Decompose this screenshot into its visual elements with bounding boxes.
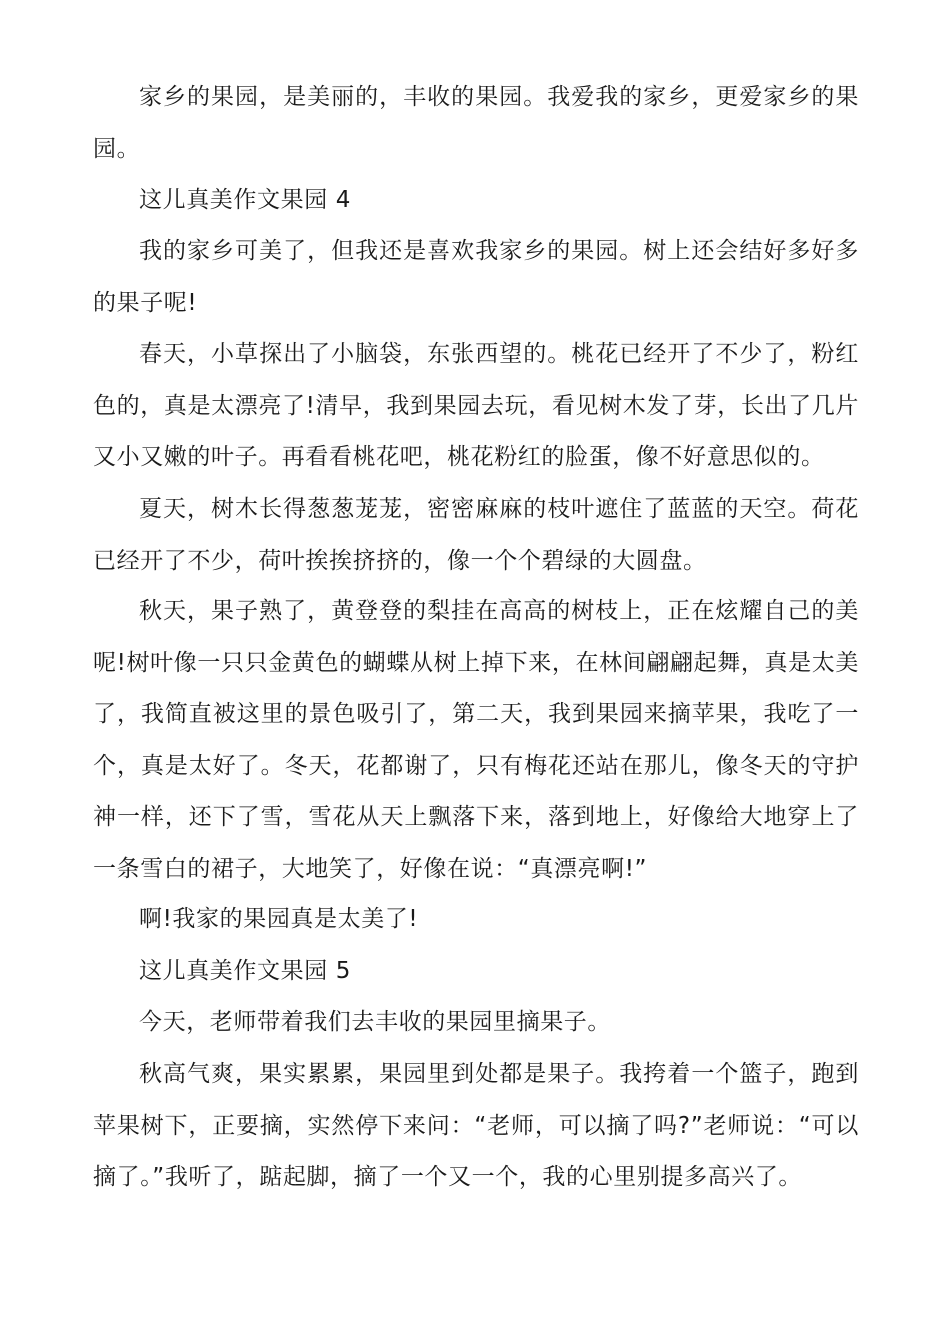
section-heading: 这儿真美作文果园 5 (139, 958, 351, 984)
paragraph: 春天，小草探出了小脑袋，东张西望的。桃花已经开了不少了，粉红色的，真是太漂亮了!清早，我到果园去玩，看见树木发了芽，长出了几片又小又嫩的叶子。再看看桃花吧，桃花粉红的脸蛋，像不好意思似的。 (93, 341, 859, 471)
paragraph: 秋天，果子熟了，黄登登的梨挂在高高的树枝上，正在炫耀自己的美呢!树叶像一只只金黄色的蝴蝶从树上掉下来，在林间翩翩起舞，真是太美了，我简直被这里的景色吸引了，第二天，我到果园来摘苹果，我吃了一个，真是太好了。冬天，花都谢了，只有梅花还站在那儿，像冬天的守护神一样，还下了雪，雪花从天上飘落下来，落到地上，好像给大地穿上了一条雪白的裙子，大地笑了，好像在说：“真漂亮啊!” (93, 598, 859, 882)
paragraph: 夏天，树木长得葱葱茏茏，密密麻麻的枝叶遮住了蓝蓝的天空。荷花已经开了不少，荷叶挨挨挤挤的，像一个个碧绿的大圆盘。 (93, 496, 859, 574)
paragraph: 今天，老师带着我们去丰收的果园里摘果子。 (139, 1009, 611, 1035)
paragraph: 秋高气爽，果实累累，果园里到处都是果子。我挎着一个篮子，跑到苹果树下，正要摘，实然停下来问：“老师，可以摘了吗?”老师说：“可以摘了。”我听了，踮起脚，摘了一个又一个，我的心里别提多高兴了。 (93, 1061, 859, 1191)
paragraph: 我的家乡可美了，但我还是喜欢我家乡的果园。树上还会结好多好多的果子呢! (93, 238, 859, 316)
paragraph: 家乡的果园，是美丽的，丰收的果园。我爱我的家乡，更爱家乡的果园。 (93, 84, 859, 162)
section-heading: 这儿真美作文果园 4 (139, 187, 351, 213)
paragraph: 啊!我家的果园真是太美了! (139, 906, 419, 932)
